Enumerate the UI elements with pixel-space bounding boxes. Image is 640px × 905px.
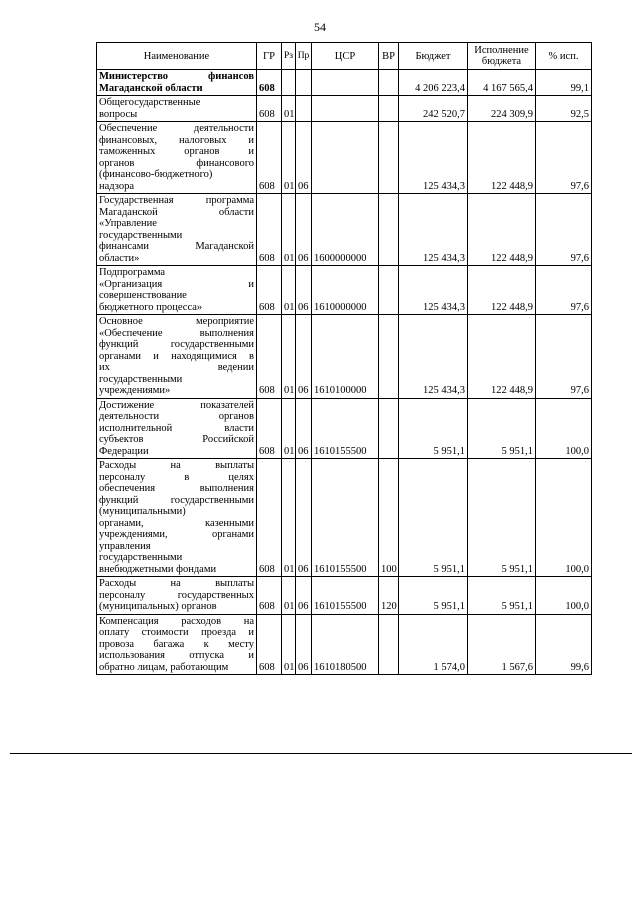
- row-name-line: Подпрограмма: [99, 267, 166, 278]
- row-name-line: обеспечения выполнения: [99, 483, 254, 494]
- row-csr: [312, 70, 379, 96]
- row-name-line: Федерации: [99, 445, 149, 457]
- row-name-line: Обеспечение деятельности: [99, 123, 254, 134]
- row-execution: 122 448,9: [468, 122, 536, 194]
- header-pr: Пр: [296, 43, 312, 70]
- row-execution: 5 951,1: [468, 398, 536, 459]
- row-name-line: государственными: [99, 552, 183, 563]
- header-pct: % исп.: [536, 43, 592, 70]
- row-budget: 5 951,1: [399, 398, 468, 459]
- row-pr: 06: [296, 315, 312, 399]
- row-name-line: Расходы на выплаты: [99, 460, 254, 471]
- row-vr: 100: [379, 459, 399, 577]
- row-gr: 608: [257, 459, 282, 577]
- row-rz: 01: [282, 614, 296, 675]
- row-pr: 06: [296, 266, 312, 315]
- row-budget: 242 520,7: [399, 96, 468, 122]
- row-name-line: Общегосударственные: [99, 97, 201, 108]
- row-pr: 06: [296, 614, 312, 675]
- row-execution: 122 448,9: [468, 315, 536, 399]
- row-name-line: органов финансового: [99, 157, 254, 169]
- row-rz: 01: [282, 266, 296, 315]
- row-name-line: надзора: [99, 180, 134, 192]
- row-name-line: оплату стоимости проезда и: [99, 627, 254, 638]
- row-budget: 1 574,0: [399, 614, 468, 675]
- row-name-line: учреждениями»: [99, 385, 171, 396]
- row-pct: 100,0: [536, 398, 592, 459]
- header-rz: Рз: [282, 43, 296, 70]
- row-gr: 608: [257, 70, 282, 96]
- row-budget: 125 434,3: [399, 315, 468, 399]
- row-budget: 4 206 223,4: [399, 70, 468, 96]
- row-name-line: Компенсация расходов на: [99, 615, 254, 627]
- row-pct: 100,0: [536, 577, 592, 615]
- row-name-line: учреждениями, органами: [99, 529, 254, 540]
- row-name: [97, 96, 257, 122]
- header-execution: Исполнение бюджета: [468, 43, 536, 70]
- row-name-line: финансами Магаданской: [99, 241, 254, 252]
- table-row: [97, 122, 592, 194]
- row-rz: [282, 70, 296, 96]
- row-execution: 1 567,6: [468, 614, 536, 675]
- row-gr: 608: [257, 194, 282, 266]
- page-number: 54: [314, 20, 326, 34]
- header-csr: ЦСР: [312, 43, 379, 70]
- row-rz: 01: [282, 194, 296, 266]
- row-budget: 125 434,3: [399, 194, 468, 266]
- row-csr: 1610155500: [312, 398, 379, 459]
- row-name-line: внебюджетными фондами: [99, 563, 217, 575]
- row-name-line: «Обеспечение выполнения: [99, 327, 254, 339]
- budget-table: [96, 42, 592, 675]
- row-gr: 608: [257, 614, 282, 675]
- row-budget: 5 951,1: [399, 459, 468, 577]
- row-rz: 01: [282, 96, 296, 122]
- row-pct: 97,6: [536, 122, 592, 194]
- row-csr: 1610155500: [312, 459, 379, 577]
- row-pr: [296, 70, 312, 96]
- row-pct: 99,6: [536, 614, 592, 675]
- row-name-line: области»: [99, 252, 140, 264]
- row-csr: 1610100000: [312, 315, 379, 399]
- row-rz: 01: [282, 398, 296, 459]
- header-name: Наименование: [97, 43, 257, 70]
- row-name-line: обратно лицам, работающим: [99, 661, 229, 673]
- row-rz: 01: [282, 459, 296, 577]
- row-name-line: Магаданской области: [99, 206, 254, 218]
- row-vr: [379, 614, 399, 675]
- row-vr: [379, 122, 399, 194]
- row-name-line: «Управление: [99, 218, 157, 229]
- row-name: [97, 194, 257, 266]
- row-pct: 92,5: [536, 96, 592, 122]
- table-header-row: [97, 43, 592, 70]
- row-vr: 120: [379, 577, 399, 615]
- row-vr: [379, 398, 399, 459]
- row-budget: 5 951,1: [399, 577, 468, 615]
- row-name-line: совершенствование: [99, 290, 187, 301]
- row-execution: 5 951,1: [468, 459, 536, 577]
- row-gr: 608: [257, 315, 282, 399]
- row-name-line: бюджетного процесса»: [99, 301, 203, 313]
- row-name-line: Основное мероприятие: [99, 316, 254, 327]
- table-row: [97, 315, 592, 399]
- row-name: [97, 122, 257, 194]
- header-gr: ГР: [257, 43, 282, 70]
- row-name: [97, 266, 257, 315]
- row-name-line: Достижение показателей: [99, 399, 254, 411]
- row-name-line: (финансово-бюджетного): [99, 169, 213, 180]
- row-pct: 97,6: [536, 315, 592, 399]
- row-name-line: (муниципальными): [99, 506, 186, 517]
- row-name-line: таможенных органов и: [99, 146, 254, 157]
- row-name: [97, 577, 257, 615]
- row-execution: 224 309,9: [468, 96, 536, 122]
- table-row: [97, 70, 592, 96]
- row-gr: 608: [257, 96, 282, 122]
- row-pr: 06: [296, 398, 312, 459]
- row-name-line: персоналу государственных: [99, 589, 254, 601]
- row-vr: [379, 194, 399, 266]
- row-name-line: управления: [99, 540, 151, 552]
- row-name-line: финансовых, налоговых и: [99, 134, 254, 146]
- row-name-line: (муниципальных) органов: [99, 601, 217, 612]
- row-pr: 06: [296, 194, 312, 266]
- row-csr: [312, 122, 379, 194]
- row-vr: [379, 70, 399, 96]
- row-vr: [379, 96, 399, 122]
- row-pct: 100,0: [536, 459, 592, 577]
- row-name-line: государственными: [99, 373, 183, 385]
- row-name-line: их ведении: [99, 362, 254, 373]
- row-pr: [296, 96, 312, 122]
- table-row: [97, 266, 592, 315]
- footer-divider: [10, 753, 632, 754]
- row-name-line: Магаданской области: [99, 82, 203, 94]
- table-row: [97, 96, 592, 122]
- row-name-line: исполнительной власти: [99, 422, 254, 434]
- header-budget: Бюджет: [399, 43, 468, 70]
- row-gr: 608: [257, 122, 282, 194]
- row-execution: 5 951,1: [468, 577, 536, 615]
- row-name-line: деятельности органов: [99, 411, 254, 422]
- row-name-line: субъектов Российской: [99, 434, 254, 445]
- row-csr: 1610180500: [312, 614, 379, 675]
- row-gr: 608: [257, 266, 282, 315]
- row-name-line: вопросы: [99, 108, 138, 120]
- row-name-line: функций государственными: [99, 339, 254, 350]
- row-execution: 4 167 565,4: [468, 70, 536, 96]
- row-name-line: «Организация и: [99, 278, 254, 290]
- row-pr: 06: [296, 122, 312, 194]
- row-csr: [312, 96, 379, 122]
- row-rz: 01: [282, 315, 296, 399]
- table-row: [97, 459, 592, 577]
- table-row: [97, 577, 592, 615]
- row-gr: 608: [257, 577, 282, 615]
- table-row: [97, 614, 592, 675]
- row-name-line: провоза багажа к месту: [99, 638, 254, 650]
- row-rz: 01: [282, 122, 296, 194]
- table-row: [97, 194, 592, 266]
- row-name-line: использования отпуска и: [99, 650, 254, 661]
- row-pct: 97,6: [536, 266, 592, 315]
- row-name: [97, 315, 257, 399]
- row-gr: 608: [257, 398, 282, 459]
- row-name-line: Министерство финансов: [99, 71, 254, 82]
- table-row: [97, 398, 592, 459]
- row-vr: [379, 266, 399, 315]
- row-budget: 125 434,3: [399, 266, 468, 315]
- row-name-line: органами и находящимися в: [99, 350, 254, 362]
- row-name-line: функций государственными: [99, 494, 254, 506]
- row-name: [97, 398, 257, 459]
- row-name: [97, 614, 257, 675]
- row-csr: 1600000000: [312, 194, 379, 266]
- row-name-line: персоналу в целях: [99, 471, 254, 483]
- row-pr: 06: [296, 459, 312, 577]
- row-name-line: органами, казенными: [99, 517, 254, 529]
- row-name-line: Государственная программа: [99, 195, 254, 206]
- row-name-line: Расходы на выплаты: [99, 578, 254, 589]
- row-csr: 1610155500: [312, 577, 379, 615]
- row-name-line: государственными: [99, 229, 183, 241]
- row-name: [97, 459, 257, 577]
- row-rz: 01: [282, 577, 296, 615]
- row-execution: 122 448,9: [468, 266, 536, 315]
- row-pct: 97,6: [536, 194, 592, 266]
- row-name: [97, 70, 257, 96]
- row-vr: [379, 315, 399, 399]
- row-pct: 99,1: [536, 70, 592, 96]
- row-csr: 1610000000: [312, 266, 379, 315]
- row-execution: 122 448,9: [468, 194, 536, 266]
- row-budget: 125 434,3: [399, 122, 468, 194]
- row-pr: 06: [296, 577, 312, 615]
- header-vr: ВР: [379, 43, 399, 70]
